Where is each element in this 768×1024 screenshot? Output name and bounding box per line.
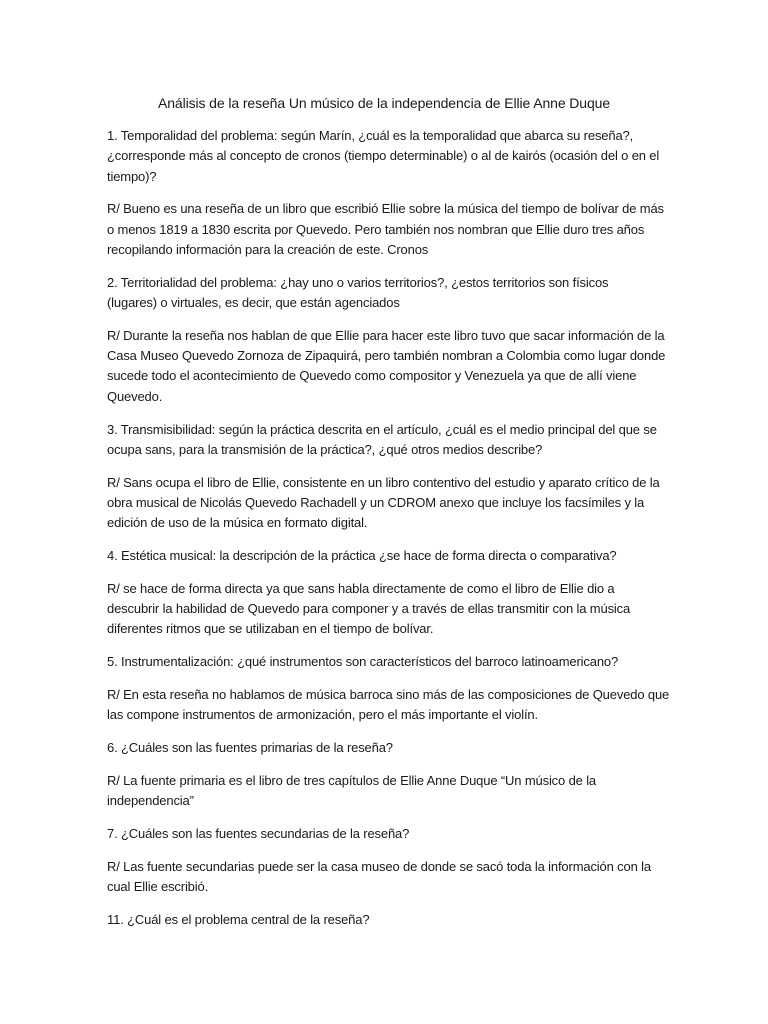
paragraph <box>107 685 670 726</box>
paragraph-line: R/ En esta reseña no hablamos de música barroca sino más de las composiciones de Quevedo que <box>107 687 670 703</box>
paragraph-line: 6. ¿Cuáles son las fuentes primarias de la reseña? <box>107 740 393 756</box>
paragraph-line: (lugares) o virtuales, es decir, que están agenciados <box>107 295 400 311</box>
paragraph <box>107 326 667 407</box>
paragraph-line: descubrir la habilidad de Quevedo para componer y a través de ellas transmitir con la música <box>107 601 631 617</box>
paragraph-line: 3. Transmisibilidad: según la práctica descrita en el artículo, ¿cuál es el medio principal del que se <box>107 421 657 437</box>
paragraph-line: diferentes ritmos que se utilizaban en el tiempo de bolívar. <box>107 621 434 637</box>
document-title: Análisis de la reseña Un músico de la independencia de Ellie Anne Duque <box>157 95 611 111</box>
paragraph <box>107 273 667 314</box>
paragraph <box>107 420 667 461</box>
paragraph-line: Quevedo. <box>107 388 163 404</box>
paragraph-line: ocupa sans, para la transmisión de la práctica?, ¿qué otros medios describe? <box>107 441 543 457</box>
paragraph <box>107 579 667 640</box>
paragraph <box>107 473 667 534</box>
paragraph-line: R/ La fuente primaria es el libro de tres capítulos de Ellie Anne Duque “Un músico de la <box>107 772 597 788</box>
paragraph <box>107 126 667 187</box>
paragraph <box>107 771 667 812</box>
paragraph-line: sucede todo el acontecimiento de Quevedo como compositor y Venezuela ya que de allí viene <box>107 368 637 384</box>
paragraph <box>107 199 667 260</box>
paragraph-line: cual Ellie escribió. <box>107 879 209 895</box>
paragraph <box>107 857 667 898</box>
paragraph-line: recopilando información para la creación de este. Cronos <box>107 241 429 257</box>
paragraph-line: 5. Instrumentalización: ¿qué instrumentos son característicos del barroco latinoamericano? <box>107 654 619 670</box>
paragraph-line: 1. Temporalidad del problema: según Marín, ¿cuál es la temporalidad que abarca su reseña?, <box>107 128 634 143</box>
paragraph-line: Casa Museo Quevedo Zornoza de Zipaquirá, pero también nombran a Colombia como lugar donde <box>107 348 666 364</box>
paragraph-line: edición de uso de la música en formato digital. <box>107 515 368 531</box>
paragraph <box>107 652 667 672</box>
paragraph <box>107 824 667 844</box>
paragraph <box>107 546 667 566</box>
paragraph-line: independencia” <box>107 793 194 809</box>
paragraph-line: o menos 1819 a 1830 escrita por Quevedo. Pero también nos nombran que Ellie duro tres años <box>107 221 645 237</box>
paragraph <box>107 738 667 758</box>
paragraph-line: ¿corresponde más al concepto de cronos (tiempo determinable) o al de kairós (ocasión del o en el <box>107 148 660 164</box>
paragraph-line: 11. ¿Cuál es el problema central de la reseña? <box>107 911 370 927</box>
paragraph-line: las compone instrumentos de armonización, pero el más importante el violín. <box>107 707 538 723</box>
document-body <box>107 126 670 943</box>
paragraph-line: 2. Territorialidad del problema: ¿hay uno o varios territorios?, ¿estos territorios son físicos <box>107 274 609 290</box>
paragraph-line: R/ Sans ocupa el libro de Ellie, consistente en un libro contentivo del estudio y aparato crítico de la <box>107 474 660 490</box>
paragraph-line: obra musical de Nicolás Quevedo Rachadell y un CDROM anexo que incluye los facsímiles y la <box>107 494 645 510</box>
paragraph <box>107 910 667 930</box>
paragraph-line: R/ Bueno es una reseña de un libro que escribió Ellie sobre la música del tiempo de bolívar de más <box>107 201 664 217</box>
paragraph-line: tiempo)? <box>107 168 157 184</box>
paragraph-line: 7. ¿Cuáles son las fuentes secundarias de la reseña? <box>107 826 410 842</box>
paragraph-line: 4. Estética musical: la descripción de la práctica ¿se hace de forma directa o comparativa? <box>107 548 617 564</box>
paragraph-line: R/ se hace de forma directa ya que sans habla directamente de como el libro de Ellie dio a <box>107 580 615 596</box>
paragraph-line: R/ Las fuente secundarias puede ser la casa museo de donde se sacó toda la información con la <box>107 858 651 874</box>
paragraph-line: R/ Durante la reseña nos hablan de que Ellie para hacer este libro tuvo que sacar información de la <box>107 327 665 343</box>
